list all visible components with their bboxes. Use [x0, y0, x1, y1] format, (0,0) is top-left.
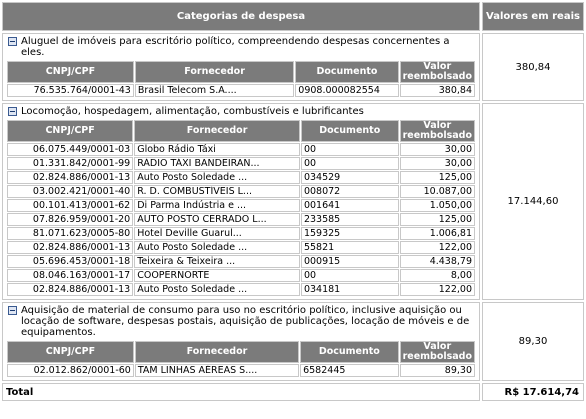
category-header: Categorias de despesa	[2, 2, 480, 31]
amount-cell: 30,00	[400, 157, 475, 170]
amount-cell: 1.006,81	[400, 227, 475, 240]
amount-cell: 8,00	[400, 269, 475, 282]
category-section	[2, 302, 584, 381]
total-row	[2, 383, 584, 401]
amount-cell: 30,00	[400, 143, 475, 156]
total-value: R$ 17.614,74	[482, 383, 584, 401]
document-cell[interactable]: 001641	[301, 199, 399, 212]
category-total: 89,30	[482, 302, 584, 381]
expense-items-table	[6, 340, 476, 378]
table-row	[7, 241, 475, 254]
cnpj-column-header: CNPJ/CPF	[7, 341, 134, 363]
supplier-column-header: Fornecedor	[135, 341, 299, 363]
supplier-cell[interactable]: Di Parma Indústria e ...	[134, 199, 300, 212]
cnpj-cell: 03.002.421/0001-40	[7, 185, 133, 198]
document-cell[interactable]: 000915	[301, 255, 399, 268]
items-header-row	[7, 61, 475, 83]
table-row	[7, 213, 475, 226]
cnpj-cell: 01.331.842/0001-99	[7, 157, 133, 170]
category-section	[2, 103, 584, 300]
category-title	[6, 305, 476, 338]
table-row	[7, 171, 475, 184]
table-row	[7, 255, 475, 268]
cnpj-cell: 07.826.959/0001-20	[7, 213, 133, 226]
cnpj-column-header: CNPJ/CPF	[7, 120, 133, 142]
cnpj-cell: 02.012.862/0001-60	[7, 364, 134, 377]
items-header-row	[7, 120, 475, 142]
amount-column-header: Valor reembolsado	[400, 341, 475, 363]
table-row	[7, 283, 475, 296]
amount-cell: 1.050,00	[400, 199, 475, 212]
cnpj-cell: 81.071.623/0005-80	[7, 227, 133, 240]
supplier-cell[interactable]: COOPERNORTE	[134, 269, 300, 282]
supplier-cell[interactable]: Brasil Telecom S.A....	[135, 84, 294, 97]
amount-cell: 122,00	[400, 283, 475, 296]
amount-column-header: Valor reembolsado	[400, 61, 475, 83]
supplier-column-header: Fornecedor	[134, 120, 300, 142]
document-cell[interactable]: 159325	[301, 227, 399, 240]
amount-cell: 122,00	[400, 241, 475, 254]
document-cell[interactable]: 55821	[301, 241, 399, 254]
expense-items-table	[6, 60, 476, 98]
document-cell[interactable]: 008072	[301, 185, 399, 198]
document-cell[interactable]: 0908.000082554	[295, 84, 398, 97]
amount-cell: 4.438,79	[400, 255, 475, 268]
document-cell[interactable]: 034181	[301, 283, 399, 296]
cnpj-cell: 05.696.453/0001-18	[7, 255, 133, 268]
supplier-cell[interactable]: AUTO POSTO CERRADO L...	[134, 213, 300, 226]
category-title-text: Locomoção, hospedagem, alimentação, combustíveis e lubrificantes	[21, 106, 364, 117]
cnpj-cell: 02.824.886/0001-13	[7, 283, 133, 296]
cnpj-cell: 02.824.886/0001-13	[7, 241, 133, 254]
amount-cell: 125,00	[400, 171, 475, 184]
collapse-icon[interactable]	[8, 107, 17, 116]
supplier-cell[interactable]: Teixeira & Teixeira ...	[134, 255, 300, 268]
expense-items-table	[6, 119, 476, 297]
amount-cell: 125,00	[400, 213, 475, 226]
table-row	[7, 185, 475, 198]
supplier-cell[interactable]: R. D. COMBUSTÍVEIS L...	[134, 185, 300, 198]
cnpj-cell: 76.535.764/0001-43	[7, 84, 134, 97]
supplier-cell[interactable]: Auto Posto Soledade ...	[134, 171, 300, 184]
items-header-row	[7, 341, 475, 363]
cnpj-cell: 02.824.886/0001-13	[7, 171, 133, 184]
document-column-header: Documento	[295, 61, 398, 83]
amount-column-header: Valor reembolsado	[400, 120, 475, 142]
table-row	[7, 157, 475, 170]
supplier-cell[interactable]: Globo Rádio Táxi	[134, 143, 300, 156]
cnpj-column-header: CNPJ/CPF	[7, 61, 134, 83]
table-row	[7, 199, 475, 212]
total-label: Total	[2, 383, 480, 401]
supplier-cell[interactable]: TAM LINHAS AÉREAS S....	[135, 364, 299, 377]
supplier-cell[interactable]: Hotel Deville Guarul...	[134, 227, 300, 240]
document-cell[interactable]: 00	[301, 143, 399, 156]
supplier-column-header: Fornecedor	[135, 61, 294, 83]
category-total: 17.144,60	[482, 103, 584, 300]
cnpj-cell: 08.046.163/0001-17	[7, 269, 133, 282]
supplier-cell[interactable]: RÁDIO TÁXI BANDEIRAN...	[134, 157, 300, 170]
table-row	[7, 364, 475, 377]
cnpj-cell: 06.075.449/0001-03	[7, 143, 133, 156]
category-title-text: Aquisição de material de consumo para uso no escritório político, inclusive aquisição ou locação de software, despesas postais, aquisição de publicações, locação de móveis e de equipamentos.	[21, 305, 470, 338]
category-title-text: Aluguel de imóveis para escritório político, compreendendo despesas concernentes a eles.	[21, 36, 450, 58]
document-cell[interactable]: 00	[301, 157, 399, 170]
supplier-cell[interactable]: Auto Posto Soledade ...	[134, 283, 300, 296]
amount-cell: 10.087,00	[400, 185, 475, 198]
amount-cell: 89,30	[400, 364, 475, 377]
collapse-icon[interactable]	[8, 37, 17, 46]
document-cell[interactable]: 6582445	[300, 364, 398, 377]
category-title	[6, 36, 476, 58]
document-cell[interactable]: 00	[301, 269, 399, 282]
document-column-header: Documento	[301, 120, 399, 142]
category-section	[2, 33, 584, 101]
category-total: 380,84	[482, 33, 584, 101]
collapse-icon[interactable]	[8, 306, 17, 315]
value-header: Valores em reais	[482, 2, 584, 31]
table-row	[7, 84, 475, 97]
table-row	[7, 227, 475, 240]
table-row	[7, 143, 475, 156]
cnpj-cell: 00.101.413/0001-62	[7, 199, 133, 212]
supplier-cell[interactable]: Auto Posto Soledade ...	[134, 241, 300, 254]
table-row	[7, 269, 475, 282]
amount-cell: 380,84	[400, 84, 475, 97]
category-title	[6, 106, 476, 117]
document-column-header: Documento	[300, 341, 398, 363]
document-cell[interactable]: 233585	[301, 213, 399, 226]
document-cell[interactable]: 034529	[301, 171, 399, 184]
